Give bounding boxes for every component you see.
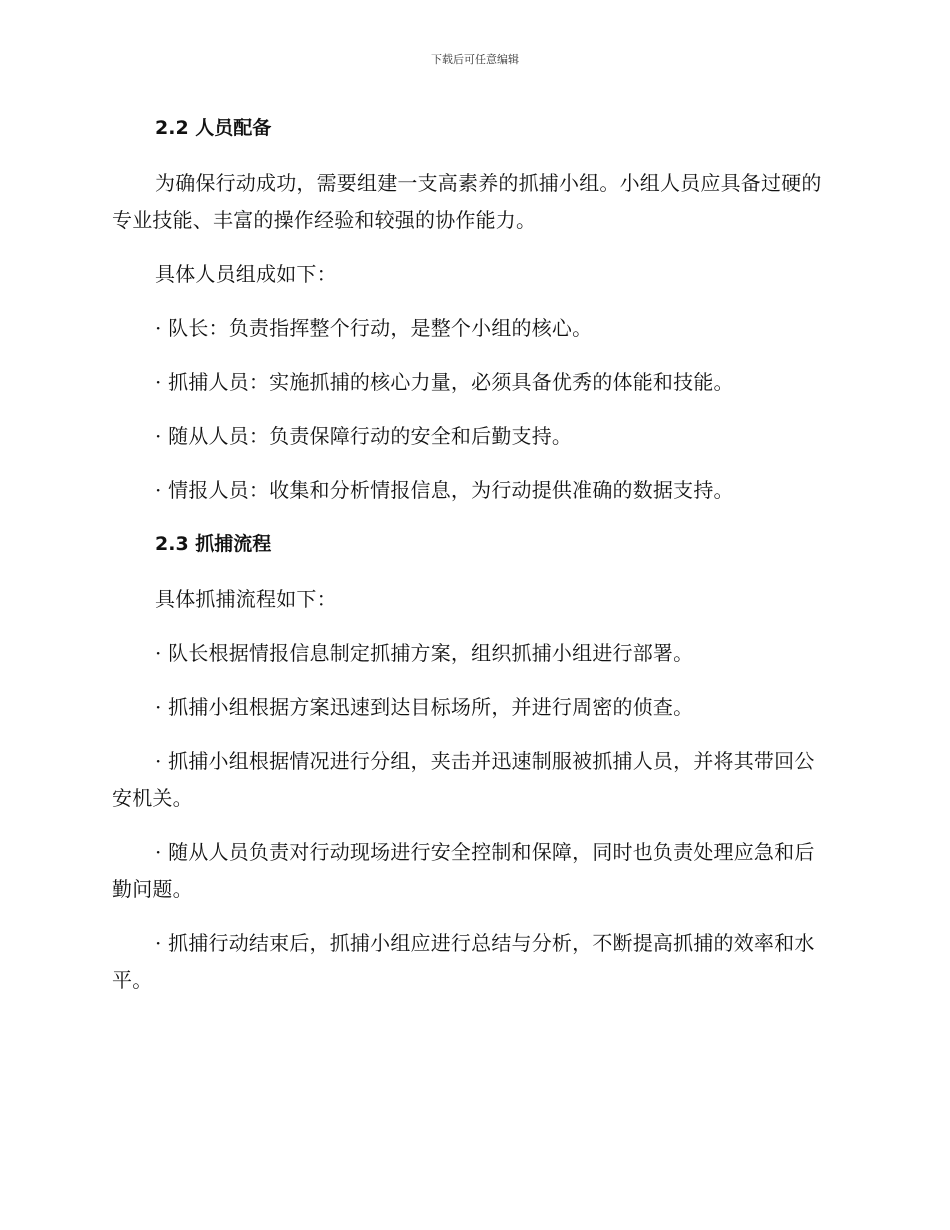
paragraph-process-intro: 具体抓捕流程如下： (155, 587, 337, 611)
section-heading-2-3: 2.3 抓捕流程 (155, 533, 272, 555)
process-step-5: · 抓捕行动结束后，抓捕小组应进行总结与分析，不断提高抓捕的效率和水平。 (112, 931, 815, 992)
document-body (112, 110, 832, 1016)
process-step-4: · 随从人员负责对行动现场进行安全控制和保障，同时也负责处理应急和后勤问题。 (112, 840, 815, 901)
list-item-arrest-staff: · 抓捕人员：实施抓捕的核心力量，必须具备优秀的体能和技能。 (155, 370, 734, 394)
process-step-1: · 队长根据情报信息制定抓捕方案，组织抓捕小组进行部署。 (155, 641, 694, 665)
paragraph-intro: 为确保行动成功，需要组建一支高素养的抓捕小组。小组人员应具备过硬的专业技能、丰富的操作经验和较强的协作能力。 (112, 171, 822, 232)
list-item-intel-staff: · 情报人员：收集和分析情报信息，为行动提供准确的数据支持。 (155, 478, 734, 502)
process-step-3: · 抓捕小组根据情况进行分组，夹击并迅速制服被抓捕人员，并将其带回公安机关。 (112, 749, 815, 810)
list-item-support-staff: · 随从人员：负责保障行动的安全和后勤支持。 (155, 424, 573, 448)
list-item-captain: · 队长：负责指挥整个行动，是整个小组的核心。 (155, 316, 593, 340)
paragraph-list-intro: 具体人员组成如下： (155, 262, 337, 286)
page-header-note: 下载后可任意编辑 (431, 53, 519, 66)
section-heading-2-2: 2.2 人员配备 (155, 117, 272, 139)
process-step-2: · 抓捕小组根据方案迅速到达目标场所，并进行周密的侦查。 (155, 695, 694, 719)
